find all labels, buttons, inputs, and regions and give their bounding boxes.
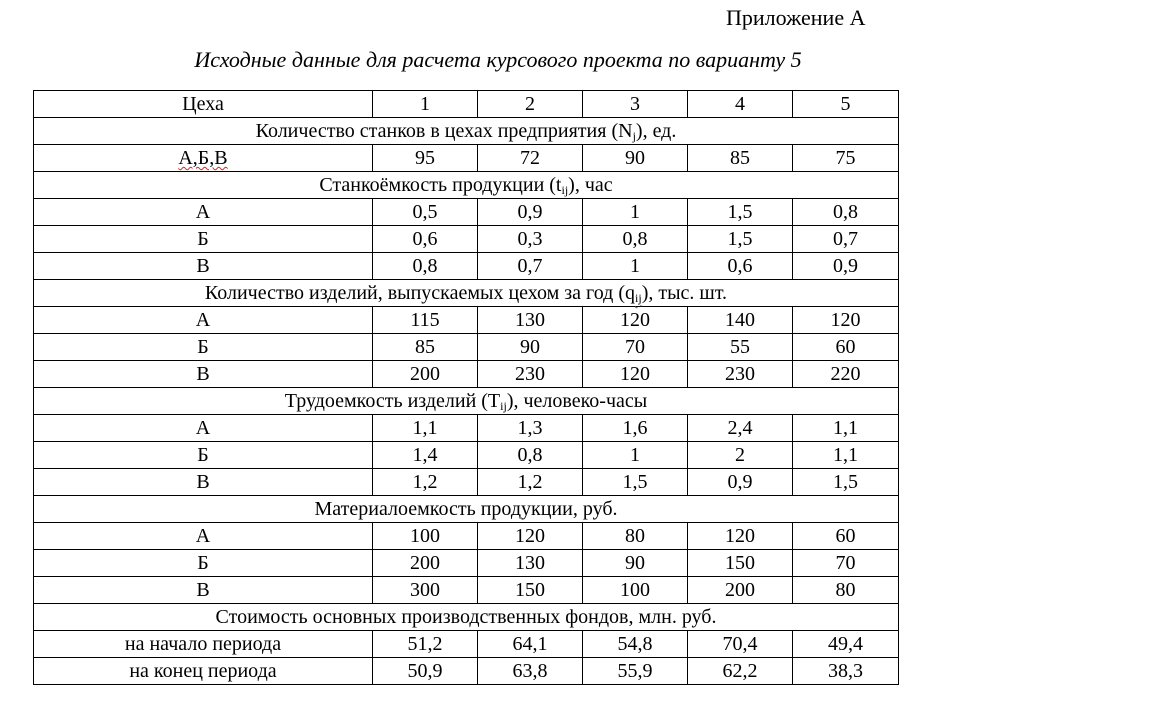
section-title-suffix: ), тыс. шт. (641, 282, 728, 304)
value-cell: 2,4 (688, 415, 793, 442)
value-cell: 1,1 (793, 442, 899, 469)
section-title (34, 280, 899, 307)
value-cell: 60 (793, 523, 899, 550)
section-title-text: Стоимость основных производственных фондов, млн. руб. (215, 606, 717, 628)
row-label: А (34, 199, 373, 226)
value-cell: 300 (373, 577, 478, 604)
value-cell: 0,5 (373, 199, 478, 226)
value-cell: 90 (583, 550, 688, 577)
table-row (34, 523, 899, 550)
value-cell: 1,3 (478, 415, 583, 442)
header-cell-4: 4 (688, 91, 793, 118)
value-cell: 49,4 (793, 631, 899, 658)
value-cell: 1,2 (478, 469, 583, 496)
value-cell: 0,6 (688, 253, 793, 280)
table-row (34, 442, 899, 469)
value-cell: 1,2 (373, 469, 478, 496)
section-title (34, 604, 899, 631)
value-cell: 0,8 (793, 199, 899, 226)
value-cell: 90 (583, 145, 688, 172)
value-cell: 220 (793, 361, 899, 388)
value-cell: 0,9 (793, 253, 899, 280)
value-cell: 200 (688, 577, 793, 604)
section-title-row (34, 496, 899, 523)
value-cell: 150 (478, 577, 583, 604)
section-title-text: Количество изделий, выпускаемых цехом за год (q (204, 282, 636, 304)
value-cell: 60 (793, 334, 899, 361)
value-cell: 0,8 (478, 442, 583, 469)
value-cell: 1,6 (583, 415, 688, 442)
row-label: Б (34, 550, 373, 577)
section-title-text: Материалоемкость продукции, руб. (314, 498, 618, 520)
value-cell: 1 (583, 253, 688, 280)
row-label: А (34, 307, 373, 334)
header-cell-3: 3 (583, 91, 688, 118)
section-title-row (34, 280, 899, 307)
header-cell-2: 2 (478, 91, 583, 118)
value-cell: 1,5 (583, 469, 688, 496)
value-cell: 150 (688, 550, 793, 577)
table-row (34, 361, 899, 388)
value-cell: 1,5 (688, 199, 793, 226)
value-cell: 80 (583, 523, 688, 550)
value-cell: 0,9 (478, 199, 583, 226)
section-title-row (34, 604, 899, 631)
table-row (34, 253, 899, 280)
value-cell: 0,8 (373, 253, 478, 280)
value-cell: 70 (583, 334, 688, 361)
table-row (34, 415, 899, 442)
value-cell: 1 (583, 199, 688, 226)
row-label: Б (34, 226, 373, 253)
value-cell: 0,7 (478, 253, 583, 280)
table-row (34, 199, 899, 226)
value-cell: 1,5 (688, 226, 793, 253)
section-title-row (34, 172, 899, 199)
value-cell: 230 (478, 361, 583, 388)
value-cell: 1,1 (373, 415, 478, 442)
value-cell: 55,9 (583, 658, 688, 685)
section-title (34, 118, 899, 145)
value-cell: 54,8 (583, 631, 688, 658)
section-title-subscript: j (632, 129, 636, 143)
table-row (34, 307, 899, 334)
value-cell: 0,3 (478, 226, 583, 253)
row-label: А,Б,В (34, 145, 373, 172)
value-cell: 200 (373, 361, 478, 388)
row-label: В (34, 577, 373, 604)
value-cell: 80 (793, 577, 899, 604)
value-cell: 200 (373, 550, 478, 577)
value-cell: 70 (793, 550, 899, 577)
value-cell: 140 (688, 307, 793, 334)
header-row (34, 91, 899, 118)
section-title-subscript: ij (635, 291, 642, 305)
value-cell: 100 (583, 577, 688, 604)
value-cell: 100 (373, 523, 478, 550)
table-row (34, 550, 899, 577)
value-cell: 130 (478, 550, 583, 577)
value-cell: 120 (793, 307, 899, 334)
value-cell: 230 (688, 361, 793, 388)
value-cell: 0,8 (583, 226, 688, 253)
value-cell: 1,4 (373, 442, 478, 469)
table-caption: Исходные данные для расчета курсового проекта по варианту 5 (194, 47, 802, 72)
value-cell: 85 (373, 334, 478, 361)
value-cell: 0,9 (688, 469, 793, 496)
section-title (34, 172, 899, 199)
row-label: В (34, 253, 373, 280)
table-row (34, 226, 899, 253)
header-cell-1: 1 (373, 91, 478, 118)
value-cell: 2 (688, 442, 793, 469)
table-row (34, 145, 899, 172)
value-cell: 72 (478, 145, 583, 172)
header-cell-shops: Цеха (34, 91, 373, 118)
source-data-table (33, 90, 899, 685)
value-cell: 38,3 (793, 658, 899, 685)
value-cell: 115 (373, 307, 478, 334)
section-title (34, 388, 899, 415)
value-cell: 62,2 (688, 658, 793, 685)
value-cell: 63,8 (478, 658, 583, 685)
section-title-subscript: ij (561, 183, 569, 197)
value-cell: 90 (478, 334, 583, 361)
value-cell: 120 (478, 523, 583, 550)
table-row (34, 469, 899, 496)
table-row (34, 658, 899, 685)
appendix-title: Приложение А (726, 5, 866, 30)
table-row (34, 334, 899, 361)
row-label: на конец периода (34, 658, 373, 685)
value-cell: 0,7 (793, 226, 899, 253)
value-cell: 70,4 (688, 631, 793, 658)
value-cell: 1,1 (793, 415, 899, 442)
row-label: А (34, 523, 373, 550)
value-cell: 95 (373, 145, 478, 172)
value-cell: 0,6 (373, 226, 478, 253)
value-cell: 55 (688, 334, 793, 361)
section-title-row (34, 118, 899, 145)
section-title-subscript: ij (500, 399, 507, 413)
section-title-suffix: ), ед. (635, 120, 677, 142)
table-row (34, 577, 899, 604)
section-title (34, 496, 899, 523)
value-cell: 1 (583, 442, 688, 469)
section-title-suffix: ), час (568, 174, 613, 196)
header-cell-5: 5 (793, 91, 899, 118)
section-title-text: Трудоемкость изделий (T (284, 390, 501, 412)
value-cell: 75 (793, 145, 899, 172)
value-cell: 50,9 (373, 658, 478, 685)
row-label: В (34, 361, 373, 388)
row-label: Б (34, 442, 373, 469)
row-label: Б (34, 334, 373, 361)
section-title-text: Количество станков в цехах предприятия (N (255, 120, 633, 142)
value-cell: 120 (583, 307, 688, 334)
value-cell: 51,2 (373, 631, 478, 658)
value-cell: 85 (688, 145, 793, 172)
value-cell: 130 (478, 307, 583, 334)
table-row (34, 631, 899, 658)
row-label: на начало периода (34, 631, 373, 658)
section-title-text: Станкоёмкость продукции (t (319, 174, 562, 196)
value-cell: 64,1 (478, 631, 583, 658)
value-cell: 120 (688, 523, 793, 550)
section-title-suffix: ), человеко-часы (506, 390, 648, 412)
row-label: А (34, 415, 373, 442)
section-title-row (34, 388, 899, 415)
value-cell: 120 (583, 361, 688, 388)
value-cell: 1,5 (793, 469, 899, 496)
row-label: В (34, 469, 373, 496)
